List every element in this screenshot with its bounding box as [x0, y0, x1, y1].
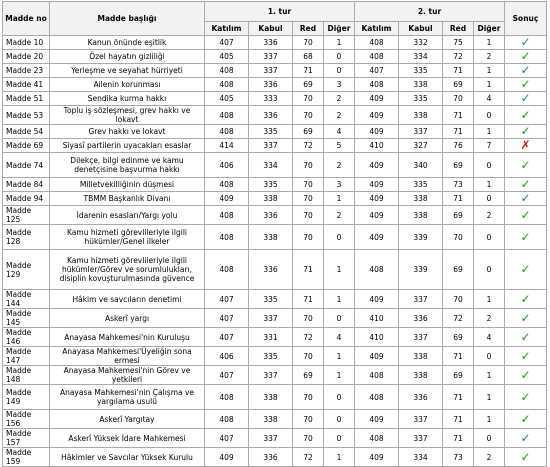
tur2-katilim-cell: 409: [355, 178, 399, 192]
tur2-kabul-cell: 340: [399, 153, 443, 178]
madde-no-cell: Madde 159: [3, 448, 50, 467]
madde-title-cell: Özel hayatın gizliliği: [50, 50, 205, 64]
tur2-katilim-cell: 407: [355, 64, 399, 78]
check-icon: ✓: [505, 50, 547, 64]
tur1-diger-cell: 2: [324, 206, 355, 225]
tur2-diger-cell: 1: [474, 78, 505, 92]
tur2-diger-cell: 1: [474, 366, 505, 385]
tur1-diger-cell: 1: [324, 250, 355, 290]
check-icon: ✓: [505, 328, 547, 347]
table-row: [3, 250, 547, 290]
tur2-katilim-cell: 410: [355, 309, 399, 328]
tur1-katilim-cell: 407: [205, 366, 249, 385]
madde-title-cell: Dilekçe, bilgi edinme ve kamu denetçisine başvurma hakkı: [50, 153, 205, 178]
tur1-diger-cell: 0: [324, 410, 355, 429]
madde-title-cell: Kanun önünde eşitlik: [50, 36, 205, 50]
tur2-kabul-cell: 332: [399, 36, 443, 50]
table-row: [3, 309, 547, 328]
table-row: [3, 78, 547, 92]
tur2-katilim-cell: 408: [355, 366, 399, 385]
tur1-diger-cell: 0: [324, 64, 355, 78]
tur1-kabul-cell: 337: [249, 429, 293, 448]
tur2-katilim-cell: 409: [355, 92, 399, 106]
tur2-red-cell: 69: [443, 366, 474, 385]
tur2-katilim-cell: 409: [355, 448, 399, 467]
tur2-diger-cell: 2: [474, 309, 505, 328]
table-row: [3, 178, 547, 192]
tur2-diger-cell: 1: [474, 64, 505, 78]
check-icon: ✓: [505, 92, 547, 106]
tur2-red-cell: 70: [443, 290, 474, 309]
tur2-red-cell: 72: [443, 309, 474, 328]
madde-no-cell: Madde 94: [3, 192, 50, 206]
header-madde-no: Madde no: [3, 2, 50, 36]
header-kabul-1: Kabul: [249, 22, 293, 36]
tur2-red-cell: 70: [443, 225, 474, 250]
madde-no-cell: Madde 41: [3, 78, 50, 92]
tur1-diger-cell: 1: [324, 448, 355, 467]
table-row: [3, 206, 547, 225]
tur2-red-cell: 71: [443, 410, 474, 429]
tur2-diger-cell: 1: [474, 290, 505, 309]
tur1-diger-cell: 5: [324, 139, 355, 153]
tur1-kabul-cell: 338: [249, 410, 293, 429]
tur1-katilim-cell: 414: [205, 139, 249, 153]
tur2-red-cell: 69: [443, 250, 474, 290]
header-red-2: Red: [443, 22, 474, 36]
table-row: [3, 92, 547, 106]
madde-no-cell: Madde 74: [3, 153, 50, 178]
tur1-diger-cell: 1: [324, 36, 355, 50]
madde-no-cell: Madde 53: [3, 106, 50, 125]
check-icon: ✓: [505, 125, 547, 139]
tur2-diger-cell: 7: [474, 139, 505, 153]
tur2-kabul-cell: 335: [399, 178, 443, 192]
tur2-diger-cell: 1: [474, 36, 505, 50]
table-row: [3, 366, 547, 385]
tur2-kabul-cell: 334: [399, 50, 443, 64]
madde-title-cell: Ailenin korunması: [50, 78, 205, 92]
tur2-diger-cell: 0: [474, 192, 505, 206]
tur2-katilim-cell: 408: [355, 36, 399, 50]
tur1-diger-cell: 4: [324, 328, 355, 347]
tur1-red-cell: 68: [293, 50, 324, 64]
tur1-kabul-cell: 335: [249, 290, 293, 309]
header-katilim-1: Katılım: [205, 22, 249, 36]
tur2-katilim-cell: 409: [355, 290, 399, 309]
header-tur-1: 1. tur: [205, 2, 355, 22]
tur2-diger-cell: 1: [474, 385, 505, 410]
tur2-red-cell: 71: [443, 429, 474, 448]
tur1-katilim-cell: 408: [205, 225, 249, 250]
madde-no-cell: Madde 10: [3, 36, 50, 50]
tur1-kabul-cell: 336: [249, 250, 293, 290]
tur2-red-cell: 71: [443, 106, 474, 125]
tur2-katilim-cell: 410: [355, 328, 399, 347]
tur1-red-cell: 69: [293, 78, 324, 92]
tur1-katilim-cell: 408: [205, 410, 249, 429]
madde-no-cell: Madde 23: [3, 64, 50, 78]
tur2-katilim-cell: 410: [355, 139, 399, 153]
tur1-kabul-cell: 336: [249, 78, 293, 92]
tur1-kabul-cell: 338: [249, 385, 293, 410]
tur1-red-cell: 70: [293, 410, 324, 429]
tur2-katilim-cell: 409: [355, 153, 399, 178]
madde-no-cell: Madde 156: [3, 410, 50, 429]
tur1-diger-cell: 0: [324, 225, 355, 250]
check-icon: ✓: [505, 385, 547, 410]
tur1-diger-cell: 0: [324, 50, 355, 64]
tur2-red-cell: 69: [443, 153, 474, 178]
tur1-diger-cell: 0: [324, 309, 355, 328]
check-icon: ✓: [505, 448, 547, 467]
tur2-kabul-cell: 337: [399, 125, 443, 139]
check-icon: ✓: [505, 309, 547, 328]
tur1-katilim-cell: 407: [205, 429, 249, 448]
tur1-kabul-cell: 331: [249, 328, 293, 347]
check-icon: ✓: [505, 206, 547, 225]
check-icon: ✓: [505, 410, 547, 429]
madde-title-cell: Hâkimler ve Savcılar Yüksek Kurulu: [50, 448, 205, 467]
tur2-diger-cell: 1: [474, 410, 505, 429]
madde-title-cell: Anayasa Mahkemesi'nin Çalışma ve yargılama usulü: [50, 385, 205, 410]
table-row: [3, 290, 547, 309]
madde-title-cell: Askerî Yüksek İdare Mahkemesi: [50, 429, 205, 448]
tur2-diger-cell: 0: [474, 225, 505, 250]
header-diger-1: Diğer: [324, 22, 355, 36]
tur2-diger-cell: 0: [474, 153, 505, 178]
table-row: [3, 50, 547, 64]
tur2-diger-cell: 1: [474, 125, 505, 139]
tur1-diger-cell: 0: [324, 385, 355, 410]
table-row: [3, 347, 547, 366]
header-diger-2: Diğer: [474, 22, 505, 36]
tur2-kabul-cell: 336: [399, 309, 443, 328]
tur1-red-cell: 70: [293, 206, 324, 225]
tur2-katilim-cell: 409: [355, 410, 399, 429]
tur1-red-cell: 71: [293, 290, 324, 309]
check-icon: ✓: [505, 106, 547, 125]
tur1-red-cell: 70: [293, 192, 324, 206]
table-row: [3, 192, 547, 206]
tur1-katilim-cell: 406: [205, 347, 249, 366]
tur2-red-cell: 71: [443, 64, 474, 78]
madde-title-cell: Anayasa Mahkemesi'nin Görev ve yetkileri: [50, 366, 205, 385]
table-row: [3, 429, 547, 448]
madde-no-cell: Madde 84: [3, 178, 50, 192]
madde-no-cell: Madde 149: [3, 385, 50, 410]
tur2-kabul-cell: 338: [399, 347, 443, 366]
tur1-diger-cell: 3: [324, 178, 355, 192]
tur1-katilim-cell: 407: [205, 328, 249, 347]
tur2-katilim-cell: 409: [355, 192, 399, 206]
madde-title-cell: Sendika kurma hakkı: [50, 92, 205, 106]
table-row: [3, 448, 547, 467]
madde-no-cell: Madde 145: [3, 309, 50, 328]
tur1-katilim-cell: 407: [205, 290, 249, 309]
tur1-katilim-cell: 405: [205, 92, 249, 106]
tur1-katilim-cell: 407: [205, 309, 249, 328]
table-row: [3, 139, 547, 153]
check-icon: ✓: [505, 78, 547, 92]
madde-no-cell: Madde 157: [3, 429, 50, 448]
tur1-diger-cell: 3: [324, 78, 355, 92]
tur1-diger-cell: 2: [324, 92, 355, 106]
tur2-katilim-cell: 409: [355, 106, 399, 125]
tur2-kabul-cell: 338: [399, 192, 443, 206]
header-sonuc: Sonuç: [505, 2, 547, 36]
tur1-kabul-cell: 338: [249, 225, 293, 250]
tur1-kabul-cell: 337: [249, 309, 293, 328]
tur1-diger-cell: 2: [324, 106, 355, 125]
tur1-katilim-cell: 408: [205, 106, 249, 125]
madde-title-cell: Siyasî partilerin uyacakları esaslar: [50, 139, 205, 153]
tur1-katilim-cell: 408: [205, 385, 249, 410]
tur1-red-cell: 70: [293, 309, 324, 328]
table-row: [3, 106, 547, 125]
table-row: [3, 225, 547, 250]
madde-no-cell: Madde 147: [3, 347, 50, 366]
tur1-katilim-cell: 405: [205, 50, 249, 64]
tur1-red-cell: 70: [293, 385, 324, 410]
madde-title-cell: Toplu iş sözleşmesi, grev hakkı ve lokavt: [50, 106, 205, 125]
header-katilim-2: Katılım: [355, 22, 399, 36]
tur1-red-cell: 72: [293, 448, 324, 467]
check-icon: ✓: [505, 366, 547, 385]
check-icon: ✓: [505, 250, 547, 290]
tur2-katilim-cell: 408: [355, 78, 399, 92]
table-row: [3, 153, 547, 178]
tur1-katilim-cell: 408: [205, 125, 249, 139]
tur2-kabul-cell: 327: [399, 139, 443, 153]
header-madde-basligi: Madde başlığı: [50, 2, 205, 36]
tur2-diger-cell: 4: [474, 328, 505, 347]
tur1-katilim-cell: 408: [205, 206, 249, 225]
tur1-katilim-cell: 408: [205, 78, 249, 92]
madde-title-cell: Askerî Yargıtay: [50, 410, 205, 429]
tur2-katilim-cell: 409: [355, 347, 399, 366]
check-icon: ✓: [505, 36, 547, 50]
tur1-katilim-cell: 409: [205, 192, 249, 206]
header-kabul-2: Kabul: [399, 22, 443, 36]
check-icon: ✓: [505, 64, 547, 78]
tur1-kabul-cell: 336: [249, 448, 293, 467]
tur2-kabul-cell: 338: [399, 366, 443, 385]
tur1-diger-cell: 1: [324, 347, 355, 366]
madde-title-cell: Milletvekilliğinin düşmesi: [50, 178, 205, 192]
tur1-red-cell: 72: [293, 328, 324, 347]
tur1-red-cell: 71: [293, 64, 324, 78]
madde-no-cell: Madde 128: [3, 225, 50, 250]
madde-no-cell: Madde 144: [3, 290, 50, 309]
tur1-diger-cell: 2: [324, 153, 355, 178]
tur1-diger-cell: 1: [324, 192, 355, 206]
tur2-red-cell: 75: [443, 36, 474, 50]
header-red-1: Red: [293, 22, 324, 36]
tur1-red-cell: 70: [293, 347, 324, 366]
tur2-red-cell: 73: [443, 178, 474, 192]
header-tur-2: 2. tur: [355, 2, 505, 22]
tur1-katilim-cell: 408: [205, 250, 249, 290]
madde-title-cell: TBMM Başkanlık Divanı: [50, 192, 205, 206]
tur2-diger-cell: 2: [474, 448, 505, 467]
tur2-red-cell: 72: [443, 50, 474, 64]
tur1-kabul-cell: 335: [249, 178, 293, 192]
tur2-diger-cell: 0: [474, 429, 505, 448]
madde-title-cell: Kamu hizmeti görevlileriyle ilgili hükümler/Genel ilkeler: [50, 225, 205, 250]
tur2-diger-cell: 0: [474, 347, 505, 366]
tur2-katilim-cell: 409: [355, 125, 399, 139]
tur2-kabul-cell: 338: [399, 206, 443, 225]
table-row: [3, 385, 547, 410]
tur1-red-cell: 70: [293, 106, 324, 125]
check-icon: ✓: [505, 192, 547, 206]
madde-no-cell: Madde 51: [3, 92, 50, 106]
table-body: [3, 36, 547, 467]
tur2-katilim-cell: 409: [355, 206, 399, 225]
tur2-kabul-cell: 337: [399, 328, 443, 347]
madde-title-cell: Grev hakkı ve lokavt: [50, 125, 205, 139]
tur1-kabul-cell: 337: [249, 366, 293, 385]
tur1-red-cell: 69: [293, 366, 324, 385]
tur1-kabul-cell: 338: [249, 192, 293, 206]
tur2-red-cell: 71: [443, 385, 474, 410]
tur2-red-cell: 71: [443, 347, 474, 366]
tur2-kabul-cell: 337: [399, 290, 443, 309]
tur1-katilim-cell: 407: [205, 36, 249, 50]
madde-no-cell: Madde 125: [3, 206, 50, 225]
tur2-kabul-cell: 335: [399, 92, 443, 106]
tur2-red-cell: 69: [443, 78, 474, 92]
tur2-katilim-cell: 408: [355, 385, 399, 410]
tur1-katilim-cell: 408: [205, 64, 249, 78]
tur1-kabul-cell: 337: [249, 50, 293, 64]
madde-title-cell: Yerleşme ve seyahat hürriyeti: [50, 64, 205, 78]
tur2-katilim-cell: 408: [355, 429, 399, 448]
tur2-kabul-cell: 337: [399, 410, 443, 429]
tur1-kabul-cell: 336: [249, 36, 293, 50]
tur1-katilim-cell: 406: [205, 153, 249, 178]
tur1-kabul-cell: 335: [249, 125, 293, 139]
tur1-kabul-cell: 335: [249, 347, 293, 366]
tur1-kabul-cell: 336: [249, 106, 293, 125]
tur2-diger-cell: 1: [474, 178, 505, 192]
cross-icon: ✗: [505, 139, 547, 153]
tur2-diger-cell: 4: [474, 92, 505, 106]
tur2-diger-cell: 2: [474, 206, 505, 225]
check-icon: ✓: [505, 153, 547, 178]
check-icon: ✓: [505, 225, 547, 250]
tur1-diger-cell: 1: [324, 366, 355, 385]
tur2-kabul-cell: 338: [399, 78, 443, 92]
tur1-diger-cell: 1: [324, 290, 355, 309]
tur1-diger-cell: 0: [324, 429, 355, 448]
table-row: [3, 125, 547, 139]
tur2-kabul-cell: 336: [399, 385, 443, 410]
check-icon: ✓: [505, 290, 547, 309]
tur2-red-cell: 69: [443, 206, 474, 225]
madde-title-cell: Anayasa Mahkemesi'nin Kuruluşu: [50, 328, 205, 347]
tur1-kabul-cell: 337: [249, 139, 293, 153]
tur1-red-cell: 71: [293, 250, 324, 290]
tur1-red-cell: 70: [293, 429, 324, 448]
tur2-red-cell: 76: [443, 139, 474, 153]
tur1-red-cell: 70: [293, 92, 324, 106]
madde-title-cell: Kamu hizmeti görevlileriyle ilgili hükümler/Görev ve sorumlulukları, disiplin kovuşturulmasında güvence: [50, 250, 205, 290]
madde-no-cell: Madde 54: [3, 125, 50, 139]
table-row: [3, 410, 547, 429]
tur1-diger-cell: 4: [324, 125, 355, 139]
tur2-red-cell: 69: [443, 328, 474, 347]
tur1-red-cell: 70: [293, 36, 324, 50]
tur2-kabul-cell: 335: [399, 64, 443, 78]
madde-no-cell: Madde 148: [3, 366, 50, 385]
tur1-red-cell: 69: [293, 125, 324, 139]
tur2-red-cell: 73: [443, 448, 474, 467]
tur2-katilim-cell: 408: [355, 50, 399, 64]
madde-no-cell: Madde 20: [3, 50, 50, 64]
tur2-kabul-cell: 337: [399, 429, 443, 448]
check-icon: ✓: [505, 178, 547, 192]
madde-title-cell: Hâkim ve savcıların denetimi: [50, 290, 205, 309]
madde-title-cell: Askerî yargı: [50, 309, 205, 328]
tur1-kabul-cell: 334: [249, 153, 293, 178]
tur2-katilim-cell: 408: [355, 250, 399, 290]
madde-title-cell: Anayasa Mahkemesi'Üyeliğin sona ermesi: [50, 347, 205, 366]
tur2-kabul-cell: 339: [399, 250, 443, 290]
table-row: [3, 64, 547, 78]
table-row: [3, 36, 547, 50]
tur1-kabul-cell: 333: [249, 92, 293, 106]
table-row: [3, 328, 547, 347]
tur2-red-cell: 71: [443, 125, 474, 139]
madde-no-cell: Madde 146: [3, 328, 50, 347]
tur1-katilim-cell: 409: [205, 448, 249, 467]
tur1-red-cell: 70: [293, 225, 324, 250]
tur1-kabul-cell: 336: [249, 206, 293, 225]
tur2-kabul-cell: 339: [399, 225, 443, 250]
tur2-katilim-cell: 409: [355, 225, 399, 250]
tur1-red-cell: 72: [293, 139, 324, 153]
tur1-red-cell: 70: [293, 153, 324, 178]
tur1-kabul-cell: 337: [249, 64, 293, 78]
vote-results-table: [2, 1, 547, 467]
check-icon: ✓: [505, 429, 547, 448]
tur2-red-cell: 70: [443, 92, 474, 106]
tur2-diger-cell: 0: [474, 250, 505, 290]
tur1-red-cell: 70: [293, 178, 324, 192]
tur1-katilim-cell: 408: [205, 178, 249, 192]
tur2-red-cell: 71: [443, 192, 474, 206]
tur2-diger-cell: 2: [474, 50, 505, 64]
madde-no-cell: Madde 129: [3, 250, 50, 290]
check-icon: ✓: [505, 347, 547, 366]
madde-no-cell: Madde 69: [3, 139, 50, 153]
tur2-kabul-cell: 334: [399, 448, 443, 467]
madde-title-cell: İdarenin esasları/Yargı yolu: [50, 206, 205, 225]
tur2-diger-cell: 0: [474, 106, 505, 125]
tur2-kabul-cell: 338: [399, 106, 443, 125]
